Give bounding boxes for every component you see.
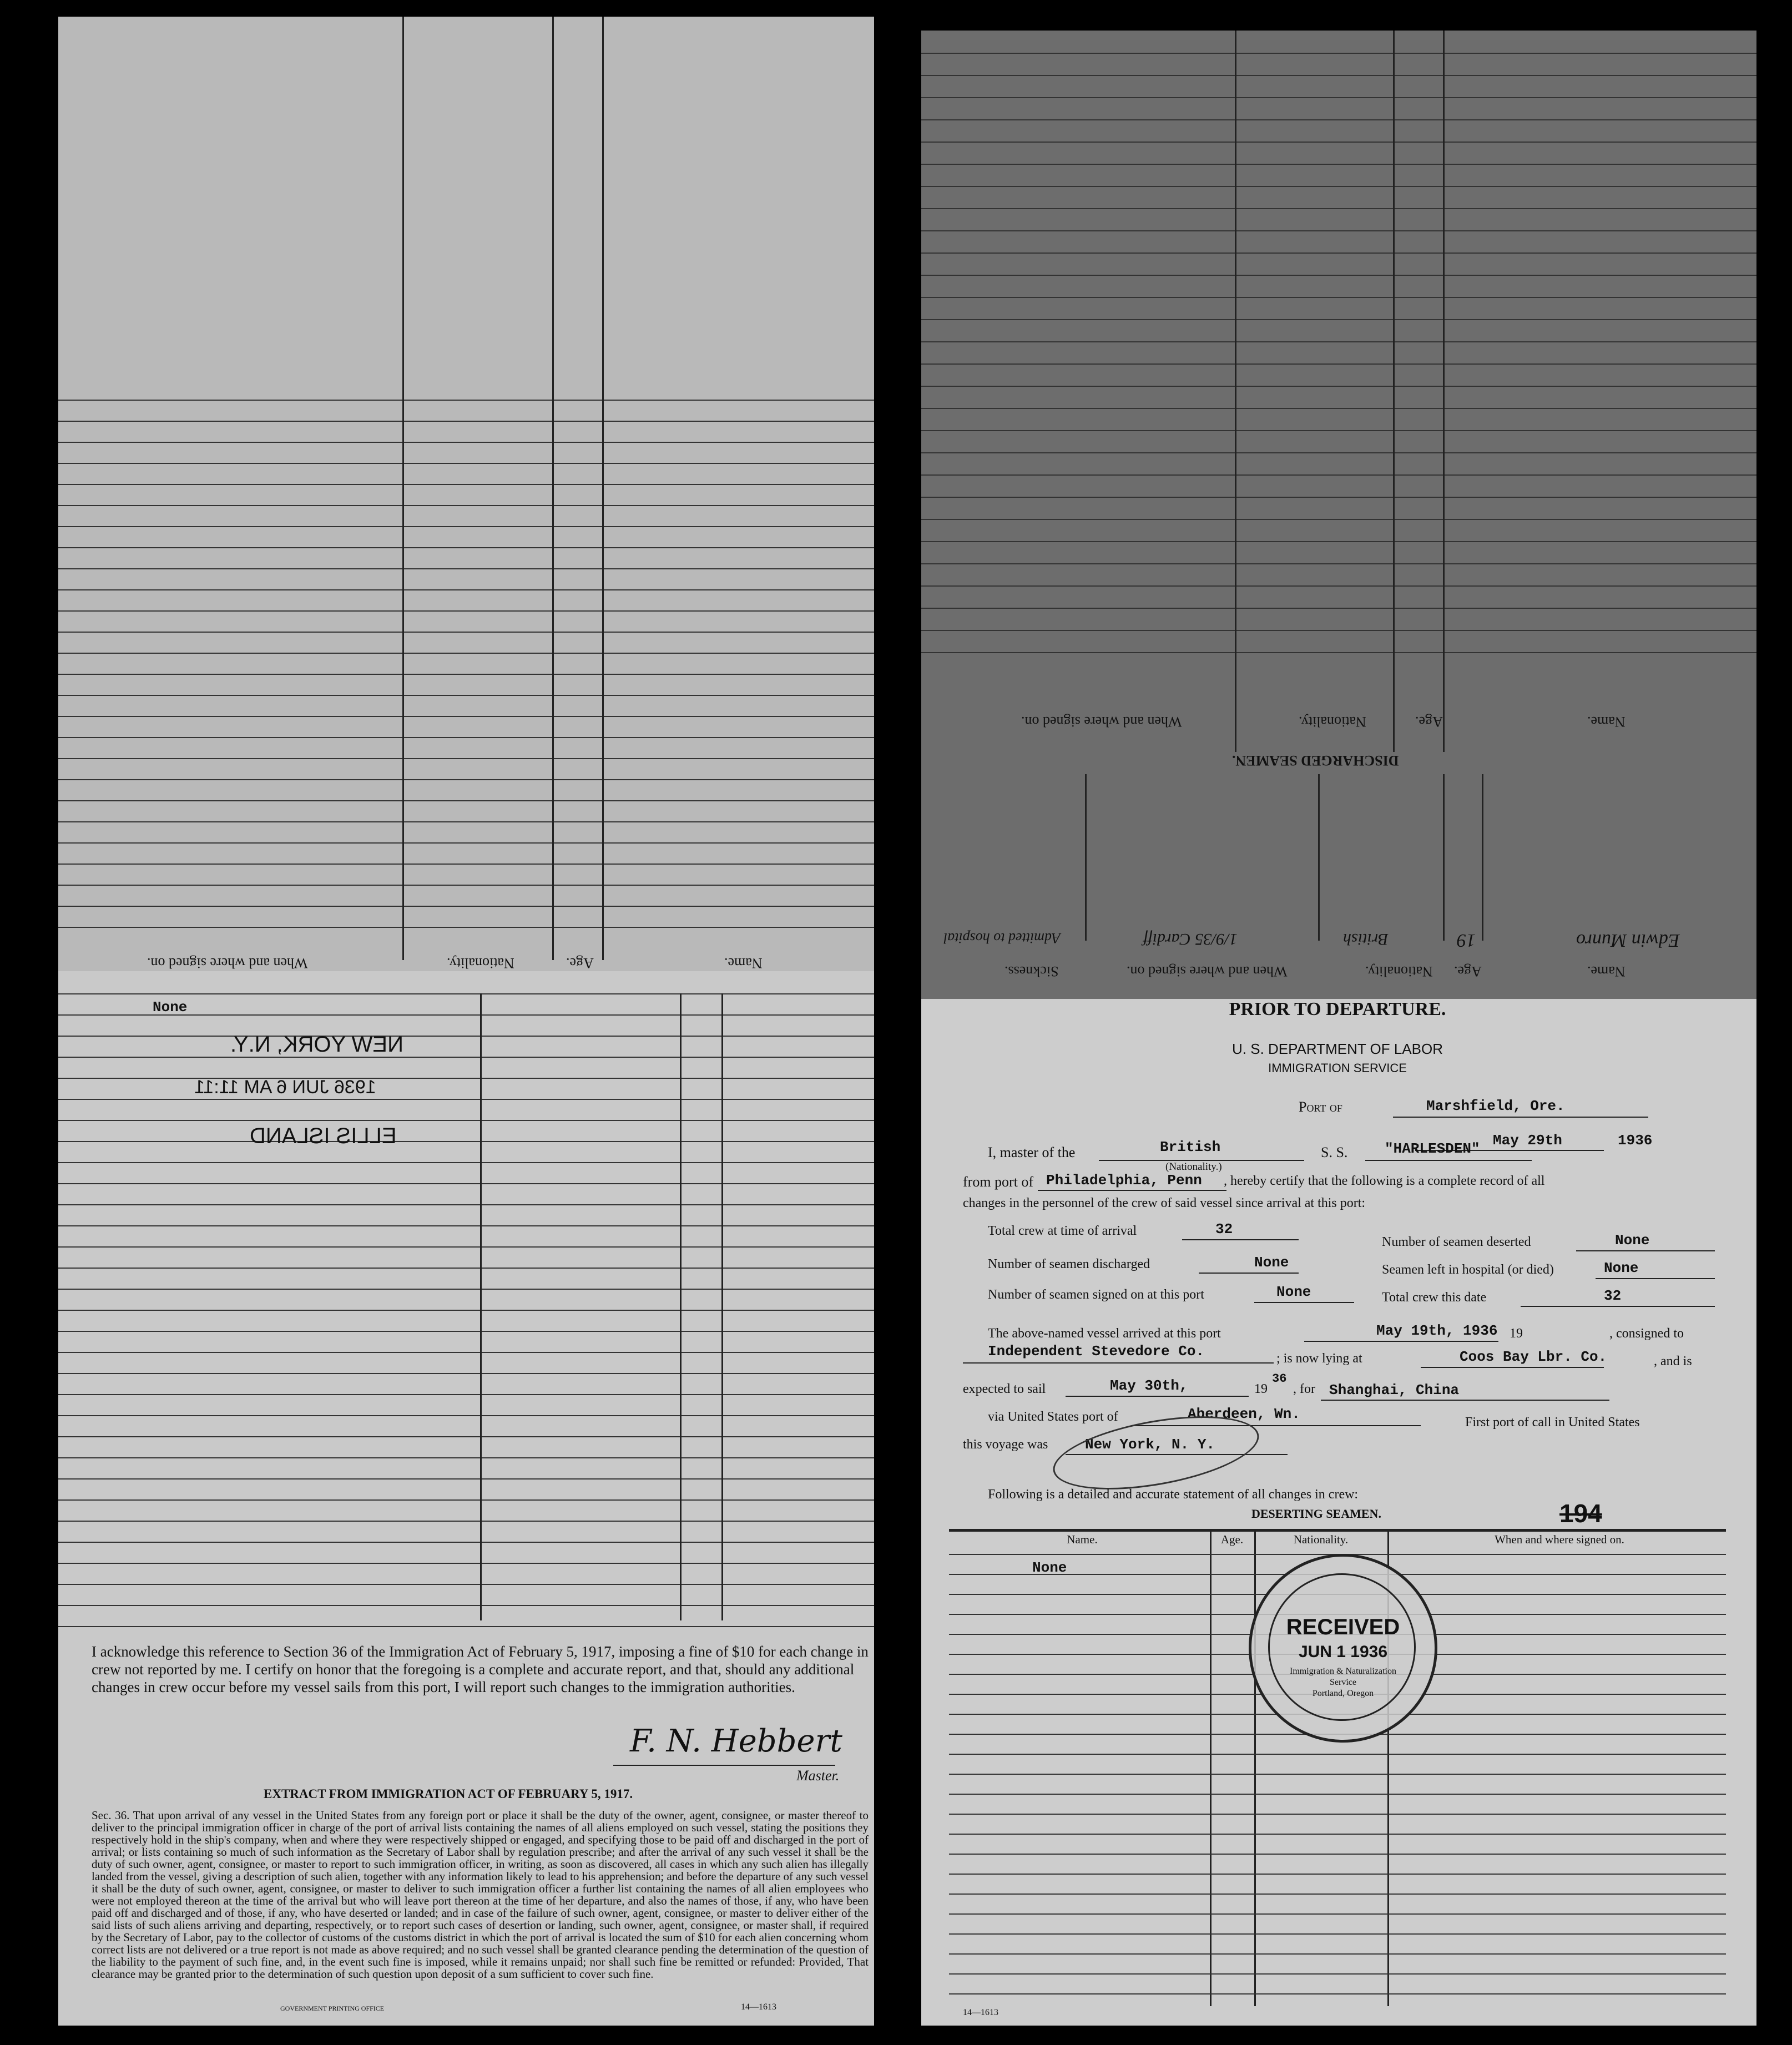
- certify-text-2: changes in the personnel of the crew of said vessel since arrival at this port:: [963, 1196, 1366, 1210]
- header-when-signed-on: When and where signed on.: [1021, 714, 1182, 730]
- from-port-value: Philadelphia, Penn: [1046, 1172, 1202, 1189]
- destination-value: Shanghai, China: [1329, 1382, 1460, 1398]
- discharged-label: Number of seamen discharged: [988, 1257, 1150, 1271]
- from-port-label: from port of: [963, 1174, 1034, 1190]
- printer-line: GOVERNMENT PRINTING OFFICE: [280, 2004, 385, 2012]
- ruled-lines: [58, 993, 874, 1647]
- header-name: Name.: [1587, 714, 1626, 730]
- and-is-label: , and is: [1654, 1354, 1692, 1369]
- nationality-value: British: [1160, 1139, 1221, 1155]
- hospital-entry-sickness: Admitted to hospital: [943, 930, 1061, 946]
- department-heading: U. S. DEPARTMENT OF LABOR: [1232, 1041, 1443, 1057]
- ellis-stamp-line2: 1936 JUN 6 AM 11:11: [194, 1077, 376, 1098]
- deserted-value: None: [1615, 1232, 1650, 1249]
- master-of-the-label: I, master of the: [988, 1144, 1076, 1160]
- hospital-header-nationality: Nationality.: [1365, 963, 1433, 979]
- hospital-label: Seamen left in hospital (or died): [1382, 1263, 1554, 1277]
- received-date: JUN 1 1936: [1298, 1643, 1388, 1661]
- expected-label: expected to sail: [963, 1382, 1046, 1396]
- deserting-heading: DESERTING SEAMEN.: [1251, 1507, 1381, 1521]
- discharged-value: None: [1254, 1254, 1289, 1271]
- consignee-value: Independent Stevedore Co.: [988, 1343, 1205, 1360]
- date-year: 1936: [1618, 1132, 1653, 1149]
- header-nationality: Nationality.: [1299, 714, 1366, 730]
- port-value: Marshfield, Ore.: [1426, 1098, 1565, 1114]
- header-age: Age.: [1415, 714, 1443, 730]
- lying-value: Coos Bay Lbr. Co.: [1460, 1349, 1607, 1365]
- hospital-value: None: [1604, 1260, 1639, 1276]
- arrived-value: May 19th, 1936: [1376, 1322, 1498, 1339]
- via-value: Aberdeen, Wn.: [1188, 1406, 1300, 1422]
- nineteen-label: 19: [1510, 1326, 1523, 1341]
- expected-year-value: 36: [1272, 1372, 1287, 1386]
- voyage-label: this voyage was: [963, 1437, 1048, 1452]
- ruled-lines: [921, 53, 1756, 674]
- ss-label: S. S.: [1321, 1144, 1348, 1160]
- table-entry-none: None: [1032, 1559, 1067, 1576]
- first-port-label: First port of call in United States: [1465, 1415, 1640, 1430]
- via-label: via United States port of: [988, 1410, 1118, 1424]
- consigned-label: , consigned to: [1609, 1326, 1684, 1341]
- number-stamp: 194: [1559, 1499, 1602, 1528]
- inverted-header-when: When and where signed on.: [147, 955, 308, 971]
- hospital-header-sickness: Sickness.: [1004, 963, 1059, 979]
- expected-value: May 30th,: [1110, 1377, 1188, 1394]
- ellis-stamp-line3: ELLIS ISLAND: [250, 1124, 397, 1148]
- received-line1: Immigration & Naturalization: [1290, 1667, 1396, 1676]
- total-crew-arrival-label: Total crew at time of arrival: [988, 1224, 1137, 1238]
- port-label: Port of: [1299, 1099, 1342, 1115]
- inverted-header-age: Age.: [566, 955, 594, 971]
- hospital-entry-signed-on: 1/9/35 Cardiff: [1143, 930, 1238, 948]
- ellis-stamp-line1: NEW YORK, N.Y.: [230, 1032, 403, 1057]
- form-number-right: 14—1613: [963, 2008, 998, 2017]
- hospital-header-age: Age.: [1454, 963, 1482, 979]
- hospital-entry-age: 19: [1457, 930, 1476, 951]
- table-header-nationality: Nationality.: [1293, 1533, 1349, 1546]
- page-bottom-right: [921, 999, 1756, 2026]
- voyage-value: New York, N. Y.: [1085, 1436, 1215, 1453]
- total-crew-arrival: 32: [1215, 1221, 1233, 1238]
- table-header-when: When and where signed on.: [1495, 1533, 1624, 1546]
- arrived-label: The above-named vessel arrived at this port: [988, 1326, 1221, 1341]
- hospital-header-when: When and where signed on.: [1127, 963, 1288, 979]
- deserted-label: Number of seamen deserted: [1382, 1235, 1531, 1249]
- acknowledgment-text: I acknowledge this reference to Section 36 of the Immigration Act of February 5, 1917, imposing a fine of $10 for each change in crew not reported by me. I certify on honor that the foregoing is a complete and accurate report, and that, should any additional changes in crew occur before my vessel sails from this port, I will report such changes to the immigration authorities.: [92, 1643, 869, 1695]
- form-number-left: 14—1613: [741, 2002, 776, 2012]
- discharged-heading: DISCHARGED SEAMEN.: [1232, 753, 1399, 769]
- expected-year-prefix: 19: [1254, 1382, 1268, 1396]
- page-top-right: [921, 31, 1756, 999]
- extract-title: EXTRACT FROM IMMIGRATION ACT OF FEBRUARY 5, 1917.: [264, 1787, 633, 1801]
- extract-body: Sec. 36. That upon arrival of any vessel in the United States from any foreign port or place it shall be the duty of the owner, agent, consignee, or master thereof to deliver to the principal immigration officer in charge of the port of arrival lists containing the names of all aliens employed on such vessel, stating the positions they respectively hold in the ship's company, when and where they were respectively shipped or engaged, and specifying those to be paid off and discharged in the port of arrival; or lists containing so much of such information as the Secretary of Labor shall by regulation prescribe; and after the arrival of any such vessel it shall be the duty of such owner, agent, consignee, or master to report to such immigration officer, in writing, as soon as discovered, all cases in which any such alien has illegally landed from the vessel, giving a description of such alien, together with any information likely to lead to his apprehension; and before the departure of any such vessel it shall be the duty of such owner, agent, consignee, or master to deliver to such immigration officer a further list containing the names of all alien employees who were not employed thereon at the time of the arrival but who will leave port thereon at the time of her departure, and also the names of those, if any, who have been paid off and discharged and of those, if any, who have deserted or landed; and in case of the failure of such owner, agent, consignee, or master to deliver either of the said lists of such aliens arriving and departing, respectively, or to report such cases of desertion or landing, such owner, agent, consignee, or master shall, if required by the Secretary of Labor, pay to the collector of customs of the customs district in which the port of arrival is located the sum of $10 for each alien concerning whom correct lists are not delivered or a true report is not made as above required; and no such vessel shall be granted clearance pending the determination of the question of the liability to the payment of such fine, and, in the event such fine is imposed, while it remains unpaid; nor shall such fine be remitted or refunded: Provided, That clearance may be granted prior to the determination of such question upon deposit of a sum sufficient to cover such fine.: [92, 1809, 869, 1981]
- received-line3: Portland, Oregon: [1312, 1689, 1374, 1698]
- inverted-header-name: Name.: [724, 955, 763, 971]
- master-signature: F. N. Hebbert: [630, 1723, 842, 1759]
- nationality-caption: (Nationality.): [1165, 1161, 1222, 1173]
- table-header-name: Name.: [1067, 1533, 1098, 1546]
- hospital-entry-name: Edwin Munro: [1576, 930, 1680, 951]
- received-stamp: [1249, 1554, 1437, 1743]
- for-label: , for: [1293, 1382, 1315, 1396]
- page-top-left: [58, 17, 874, 971]
- hospital-entry-nationality: British: [1343, 930, 1389, 948]
- table-header-age: Age.: [1220, 1533, 1244, 1546]
- certify-text: , hereby certify that the following is a complete record of all: [1224, 1174, 1545, 1188]
- ruled-lines: [58, 400, 874, 948]
- following-text: Following is a detailed and accurate statement of all changes in crew:: [988, 1487, 1359, 1502]
- signed-on-value: None: [1276, 1284, 1311, 1300]
- page-bottom-left: [58, 971, 874, 2026]
- service-heading: IMMIGRATION SERVICE: [1268, 1061, 1407, 1075]
- hospital-header-name: Name.: [1587, 963, 1626, 979]
- prior-to-departure-heading: PRIOR TO DEPARTURE.: [1229, 999, 1446, 1019]
- ship-name: "HARLESDEN": [1385, 1140, 1480, 1157]
- entry-none: None: [153, 999, 188, 1016]
- date-value: May 29th: [1493, 1132, 1562, 1149]
- lying-label: ; is now lying at: [1276, 1351, 1362, 1366]
- inverted-header-nationality: Nationality.: [447, 955, 514, 971]
- master-label: Master.: [796, 1768, 840, 1784]
- total-crew-date-label: Total crew this date: [1382, 1290, 1487, 1305]
- received-line2: Service: [1330, 1678, 1356, 1687]
- received-word: RECEIVED: [1286, 1615, 1400, 1639]
- signed-on-label: Number of seamen signed on at this port: [988, 1287, 1204, 1302]
- total-crew-date: 32: [1604, 1287, 1622, 1304]
